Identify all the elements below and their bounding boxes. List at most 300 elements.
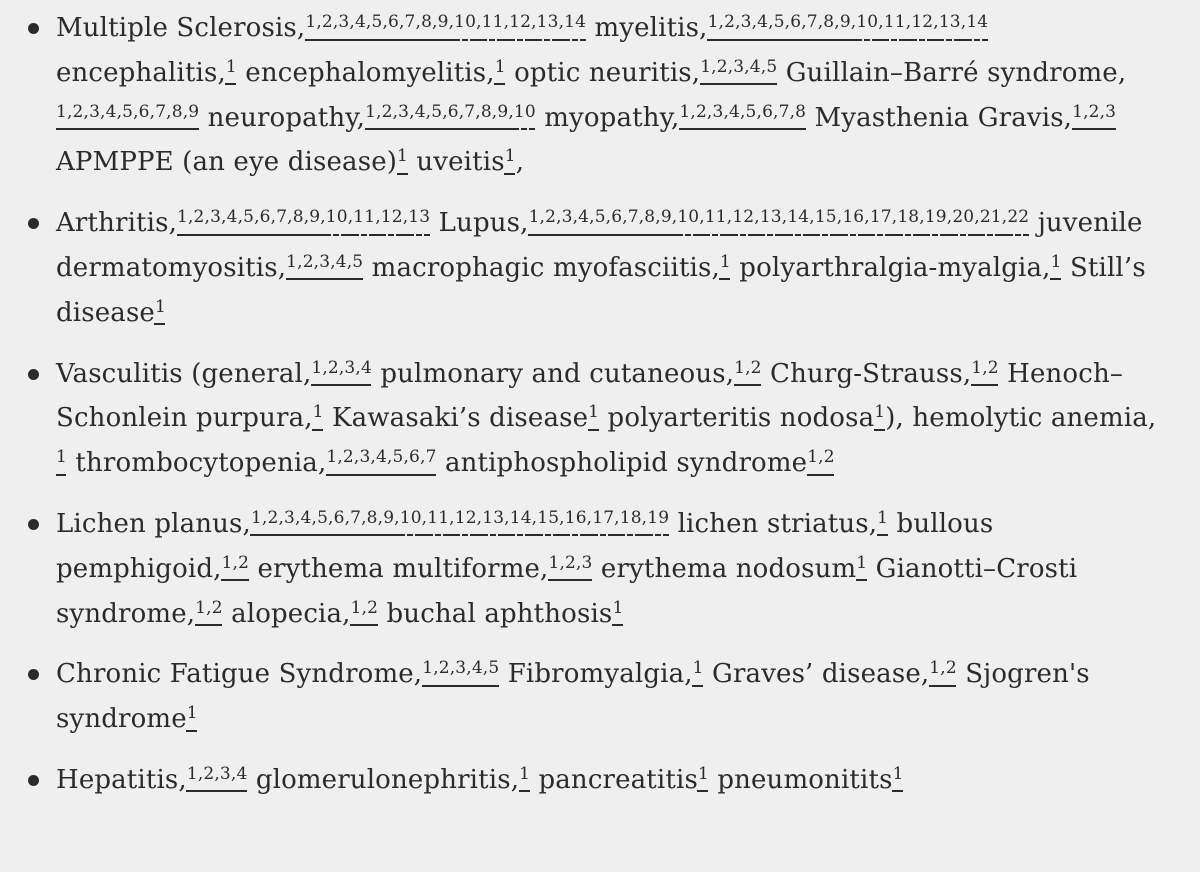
reference-group <box>877 507 889 528</box>
reference-link[interactable]: 3 <box>561 207 573 228</box>
reference-separator: , <box>100 101 106 122</box>
reference-link[interactable]: 12 <box>509 12 532 32</box>
reference-group <box>195 597 223 618</box>
reference-group <box>286 251 364 272</box>
reference-link[interactable]: 2 <box>945 658 957 679</box>
reference-link[interactable]: 3 <box>398 101 410 122</box>
reference-link[interactable]: 1 <box>700 56 712 77</box>
reference-separator: , <box>361 597 368 618</box>
reference-link[interactable]: 7 <box>350 507 362 528</box>
reference-separator: , <box>344 507 351 528</box>
reference-link[interactable]: 4 <box>729 101 740 122</box>
reference-separator: , <box>864 207 870 228</box>
reference-link[interactable]: 8 <box>644 207 656 228</box>
reference-group <box>548 552 593 573</box>
reference-link[interactable]: 8 <box>171 101 183 122</box>
reference-separator: , <box>432 12 438 32</box>
reference-link[interactable]: 12 <box>732 207 755 228</box>
reference-link[interactable]: 15 <box>814 207 837 228</box>
condition-text: Kawasaki’s disease <box>323 403 589 434</box>
reference-separator: , <box>316 12 322 32</box>
reference-link[interactable]: 2 <box>267 507 279 528</box>
reference-link[interactable]: 1 <box>504 146 516 167</box>
reference-link[interactable]: 3 <box>219 763 231 784</box>
reference-link[interactable]: 5 <box>122 101 134 122</box>
reference-group <box>505 148 516 165</box>
reference-separator: , <box>433 658 439 679</box>
reference-link[interactable]: 16 <box>842 207 865 228</box>
reference-link[interactable]: 3 <box>581 552 593 573</box>
condition-text: Chronic Fatigue Syndrome, <box>56 659 423 690</box>
reference-link[interactable]: 9 <box>839 12 851 32</box>
reference-separator: , <box>699 207 705 228</box>
condition-text: ), hemolytic anemia, <box>885 403 1157 434</box>
reference-link[interactable]: 12 <box>911 12 934 32</box>
reference-link[interactable]: 10 <box>856 12 879 32</box>
reference-group <box>365 101 536 122</box>
reference-link[interactable]: 6 <box>259 207 271 228</box>
condition-text: encephalomyelitis, <box>236 57 495 88</box>
reference-link[interactable]: 2 <box>193 207 205 228</box>
reference-link[interactable]: 5 <box>594 207 606 228</box>
reference-link[interactable]: 14 <box>787 207 810 228</box>
reference-link[interactable]: 12 <box>454 507 477 528</box>
reference-link[interactable]: 6 <box>388 12 399 32</box>
condition-text: Sjogren's syndrome <box>56 659 1090 735</box>
condition-text: uveitis <box>408 147 505 178</box>
reference-link[interactable]: 6 <box>138 101 150 122</box>
reference-link[interactable]: 1 <box>186 763 198 784</box>
reference-link[interactable]: 3 <box>338 12 350 32</box>
reference-link[interactable]: 5 <box>371 12 383 32</box>
reference-group <box>519 763 531 784</box>
reference-link[interactable]: 5 <box>352 251 364 272</box>
reference-link[interactable]: 19 <box>647 507 670 528</box>
reference-link[interactable]: 9 <box>188 101 200 122</box>
reference-link[interactable]: 6 <box>611 207 623 228</box>
reference-separator: , <box>382 12 388 32</box>
reference-link[interactable]: 2 <box>716 56 728 77</box>
condition-text: buchal aphthosis <box>378 598 613 629</box>
reference-link[interactable]: 1 <box>350 597 362 618</box>
reference-link[interactable]: 6 <box>409 447 420 468</box>
reference-link[interactable]: 2 <box>750 357 762 378</box>
condition-text: optic neuritis, <box>505 57 701 88</box>
reference-link[interactable]: 1 <box>177 207 188 228</box>
reference-separator: , <box>328 507 334 528</box>
reference-group <box>892 763 904 784</box>
reference-link[interactable]: 1 <box>892 763 904 784</box>
reference-link[interactable]: 1 <box>56 447 67 468</box>
reference-separator: , <box>960 12 967 32</box>
reference-link[interactable]: 10 <box>677 207 700 228</box>
condition-text: Gianotti–Crosti syndrome, <box>56 553 1078 629</box>
reference-link[interactable]: 4 <box>414 101 426 122</box>
reference-group <box>807 449 835 466</box>
reference-link[interactable]: 17 <box>869 207 892 228</box>
reference-link[interactable]: 2 <box>565 552 576 573</box>
reference-link[interactable]: 5 <box>766 56 778 77</box>
reference-link[interactable]: 14 <box>509 507 532 528</box>
reference-group <box>56 449 67 466</box>
reference-link[interactable]: 6 <box>333 507 345 528</box>
condition-text: encephalitis, <box>56 57 226 88</box>
reference-link[interactable]: 1 <box>397 146 408 167</box>
reference-link[interactable]: 1 <box>519 763 531 784</box>
reference-link[interactable]: 1 <box>692 658 704 679</box>
reference-separator: , <box>197 763 204 784</box>
reference-link[interactable]: 7 <box>627 207 639 228</box>
reference-separator: , <box>232 552 239 573</box>
reference-separator: , <box>297 251 303 272</box>
condition-text: Guillain–Barré syndrome, <box>777 57 1127 88</box>
reference-link[interactable]: 13 <box>536 12 559 32</box>
reference-link[interactable]: 13 <box>482 507 505 528</box>
reference-link[interactable]: 3 <box>455 658 467 679</box>
reference-separator: , <box>760 56 767 77</box>
reference-separator: , <box>706 101 713 122</box>
reference-link[interactable]: 1 <box>312 402 324 423</box>
reference-link[interactable]: 14 <box>564 12 587 32</box>
condition-text: Hepatitis, <box>56 764 187 795</box>
condition-text: polyarthralgia-myalgia, <box>730 252 1051 283</box>
reference-separator: , <box>449 658 456 679</box>
reference-link[interactable]: 2 <box>342 447 354 468</box>
reference-group <box>311 357 372 378</box>
reference-separator: , <box>558 12 565 32</box>
reference-separator: , <box>768 12 774 32</box>
reference-link[interactable]: 19 <box>924 207 947 228</box>
condition-text: Multiple Sclerosis, <box>56 13 306 43</box>
reference-link[interactable]: 3 <box>1105 101 1117 122</box>
reference-group <box>700 56 778 77</box>
reference-link[interactable]: 2 <box>987 357 999 378</box>
reference-separator: , <box>789 101 796 122</box>
reference-link[interactable]: 3 <box>344 357 356 378</box>
reference-link[interactable]: 7 <box>276 207 288 228</box>
reference-link[interactable]: 5 <box>745 101 757 122</box>
reference-link[interactable]: 1 <box>286 251 298 272</box>
reference-link[interactable]: 1 <box>365 101 377 122</box>
reference-link[interactable]: 21 <box>979 207 1002 228</box>
reference-link[interactable]: 3 <box>359 447 371 468</box>
reference-link[interactable]: 20 <box>952 207 975 228</box>
reference-link[interactable]: 5 <box>431 101 443 122</box>
reference-link[interactable]: 18 <box>897 207 920 228</box>
reference-link[interactable]: 2 <box>545 207 557 228</box>
reference-separator: , <box>559 507 565 528</box>
reference-link[interactable]: 1 <box>305 12 317 32</box>
list-item <box>56 758 1160 803</box>
reference-separator: , <box>638 207 645 228</box>
reference-separator: , <box>801 12 807 32</box>
reference-link[interactable]: 1 <box>221 552 233 573</box>
reference-separator: , <box>718 12 725 32</box>
reference-link[interactable]: 10 <box>399 507 422 528</box>
reference-link[interactable]: 8 <box>292 207 304 228</box>
reference-separator: , <box>237 207 244 228</box>
reference-link[interactable]: 4 <box>578 207 590 228</box>
reference-link[interactable]: 2 <box>321 12 333 32</box>
reference-separator: , <box>671 207 678 228</box>
reference-group <box>1050 251 1062 272</box>
reference-separator: , <box>116 101 123 122</box>
reference-link[interactable]: 4 <box>360 357 372 378</box>
reference-separator: , <box>287 207 293 228</box>
reference-link[interactable]: 9 <box>660 207 672 228</box>
reference-link[interactable]: 4 <box>105 101 117 122</box>
reference-link[interactable]: 1 <box>874 402 886 423</box>
reference-link[interactable]: 8 <box>823 12 835 32</box>
condition-text: alopecia, <box>222 598 351 629</box>
condition-text: thrombocytopenia, <box>66 448 327 479</box>
reference-link[interactable]: 1 <box>195 597 207 618</box>
reference-link[interactable]: 13 <box>759 207 782 228</box>
reference-separator: , <box>303 207 310 228</box>
reference-link[interactable]: 11 <box>353 207 376 228</box>
reference-link[interactable]: 5 <box>392 447 404 468</box>
condition-text: , <box>515 147 525 178</box>
reference-link[interactable]: 9 <box>309 207 321 228</box>
condition-text: Graves’ disease, <box>703 659 930 690</box>
reference-link[interactable]: 16 <box>564 507 587 528</box>
reference-separator: , <box>337 447 343 468</box>
reference-link[interactable]: 18 <box>619 507 642 528</box>
reference-link[interactable]: 7 <box>778 101 790 122</box>
reference-link[interactable]: 1 <box>679 101 691 122</box>
reference-link[interactable]: 9 <box>383 507 395 528</box>
reference-group <box>529 209 1030 226</box>
reference-link[interactable]: 2 <box>438 658 450 679</box>
reference-link[interactable]: 2 <box>724 12 736 32</box>
reference-link[interactable]: 14 <box>966 12 989 32</box>
reference-separator: , <box>420 447 426 468</box>
condition-text: antiphospholipid syndrome <box>436 448 808 479</box>
reference-link[interactable]: 3 <box>733 56 745 77</box>
reference-link[interactable]: 7 <box>155 101 167 122</box>
reference-link[interactable]: 3 <box>740 12 752 32</box>
reference-separator: , <box>204 207 211 228</box>
reference-separator: , <box>503 12 510 32</box>
reference-link[interactable]: 3 <box>319 251 331 272</box>
reference-link[interactable]: 1 <box>612 597 624 618</box>
reference-separator: , <box>751 12 758 32</box>
reference-link[interactable]: 3 <box>284 507 295 528</box>
reference-link[interactable]: 4 <box>749 56 761 77</box>
reference-link[interactable]: 4 <box>335 251 347 272</box>
reference-link[interactable]: 4 <box>226 207 238 228</box>
reference-link[interactable]: 6 <box>447 101 459 122</box>
reference-link[interactable]: 4 <box>471 658 483 679</box>
reference-link[interactable]: 11 <box>427 507 450 528</box>
condition-text: juvenile dermatomyositis, <box>56 208 1143 283</box>
reference-link[interactable]: 10 <box>513 101 536 122</box>
reference-link[interactable]: 2 <box>823 447 835 468</box>
reference-separator: , <box>508 101 514 122</box>
reference-link[interactable]: 1 <box>1072 101 1084 122</box>
reference-link[interactable]: 1 <box>971 357 983 378</box>
reference-separator: , <box>278 507 285 528</box>
condition-text: Myasthenia Gravis, <box>806 102 1073 133</box>
reference-group <box>221 552 250 573</box>
reference-separator: , <box>349 12 355 32</box>
reference-link[interactable]: 11 <box>883 12 906 32</box>
reference-link[interactable]: 9 <box>497 101 509 122</box>
reference-link[interactable]: 1 <box>56 101 67 122</box>
reference-link[interactable]: 4 <box>375 447 387 468</box>
reference-link[interactable]: 7 <box>806 12 818 32</box>
reference-link[interactable]: 9 <box>437 12 449 32</box>
reference-separator: , <box>491 101 498 122</box>
reference-group <box>154 296 166 317</box>
reference-group <box>56 101 200 122</box>
reference-separator: , <box>386 447 393 468</box>
reference-separator: , <box>394 507 400 528</box>
reference-separator: , <box>230 763 237 784</box>
reference-link[interactable]: 1 <box>856 552 868 573</box>
reference-separator: , <box>982 357 988 378</box>
reference-link[interactable]: 8 <box>421 12 433 32</box>
reference-link[interactable]: 1 <box>1050 251 1062 272</box>
reference-link[interactable]: 1 <box>186 703 198 724</box>
reference-separator: , <box>392 101 399 122</box>
condition-text: erythema multiforme, <box>249 553 549 584</box>
reference-link[interactable]: 2 <box>238 552 250 573</box>
reference-group <box>186 763 248 784</box>
reference-link[interactable]: 7 <box>425 447 437 468</box>
reference-link[interactable]: 6 <box>762 101 774 122</box>
reference-link[interactable]: 1 <box>422 658 434 679</box>
reference-link[interactable]: 1 <box>929 658 941 679</box>
reference-link[interactable]: 5 <box>243 207 255 228</box>
reference-separator: , <box>1099 101 1106 122</box>
reference-link[interactable]: 5 <box>773 12 785 32</box>
reference-group <box>693 660 704 677</box>
reference-link[interactable]: 2 <box>203 763 215 784</box>
reference-link[interactable]: 22 <box>1007 207 1030 228</box>
reference-group <box>350 597 379 618</box>
reference-separator: , <box>83 101 90 122</box>
reference-link[interactable]: 10 <box>454 12 477 32</box>
condition-text: macrophagic myofasciitis, <box>363 252 720 283</box>
reference-link[interactable]: 11 <box>481 12 504 32</box>
reference-link[interactable]: 3 <box>89 101 101 122</box>
reference-link[interactable]: 1 <box>697 763 709 784</box>
reference-link[interactable]: 10 <box>325 207 348 228</box>
reference-link[interactable]: 3 <box>712 101 724 122</box>
reference-separator: , <box>711 56 717 77</box>
reference-separator: , <box>254 207 260 228</box>
reference-link[interactable]: 2 <box>1088 101 1100 122</box>
reference-link[interactable]: 1 <box>326 447 338 468</box>
reference-separator: , <box>375 207 381 228</box>
reference-link[interactable]: 15 <box>537 507 560 528</box>
reference-link[interactable]: 1 <box>494 56 506 77</box>
reference-separator: , <box>727 56 734 77</box>
reference-link[interactable]: 2 <box>72 101 84 122</box>
reference-link[interactable]: 1 <box>225 56 237 77</box>
reference-link[interactable]: 1 <box>528 207 540 228</box>
reference-separator: , <box>531 507 538 528</box>
reference-link[interactable]: 13 <box>408 207 431 228</box>
reference-separator: , <box>836 207 843 228</box>
reference-separator: , <box>773 101 779 122</box>
reference-link[interactable]: 17 <box>592 507 615 528</box>
reference-link[interactable]: 2 <box>695 101 707 122</box>
reference-link[interactable]: 4 <box>300 507 312 528</box>
reference-link[interactable]: 1 <box>588 402 600 423</box>
reference-separator: , <box>365 12 372 32</box>
condition-text: bullous pemphigoid, <box>56 508 994 584</box>
reference-link[interactable]: 1 <box>250 507 262 528</box>
reference-group <box>1072 101 1117 122</box>
reference-link[interactable]: 12 <box>380 207 403 228</box>
list-item <box>56 502 1160 636</box>
reference-separator: , <box>739 101 746 122</box>
reference-link[interactable]: 1 <box>734 357 746 378</box>
reference-link[interactable]: 5 <box>317 507 329 528</box>
reference-separator: , <box>586 507 593 528</box>
reference-link[interactable]: 7 <box>464 101 476 122</box>
reference-separator: , <box>641 507 648 528</box>
reference-separator: , <box>933 12 939 32</box>
reference-separator: , <box>878 12 884 32</box>
condition-text: lichen striatus, <box>669 508 878 539</box>
reference-link[interactable]: 2 <box>367 597 379 618</box>
reference-link[interactable]: 11 <box>704 207 727 228</box>
reference-link[interactable]: 2 <box>327 357 339 378</box>
reference-group <box>612 597 624 618</box>
reference-link[interactable]: 1 <box>548 552 560 573</box>
condition-text: myopathy, <box>535 102 680 133</box>
reference-link[interactable]: 4 <box>354 12 366 32</box>
reference-link[interactable]: 2 <box>381 101 393 122</box>
reference-link[interactable]: 4 <box>236 763 248 784</box>
reference-group <box>929 660 957 677</box>
reference-link[interactable]: 2 <box>211 597 223 618</box>
reference-link[interactable]: 1 <box>877 507 889 528</box>
reference-separator: , <box>946 207 953 228</box>
reference-link[interactable]: 1 <box>719 251 731 272</box>
reference-link[interactable]: 5 <box>488 658 500 679</box>
reference-separator: , <box>361 507 367 528</box>
reference-link[interactable]: 1 <box>154 296 166 317</box>
reference-link[interactable]: 1 <box>707 12 719 32</box>
reference-link[interactable]: 2 <box>302 251 314 272</box>
reference-separator: , <box>66 101 73 122</box>
condition-text: Henoch–Schonlein purpura, <box>56 358 1123 434</box>
reference-separator: , <box>458 101 465 122</box>
reference-link[interactable]: 8 <box>366 507 378 528</box>
reference-link[interactable]: 13 <box>938 12 961 32</box>
reference-link[interactable]: 1 <box>311 357 323 378</box>
reference-link[interactable]: 3 <box>210 207 222 228</box>
condition-text: Lichen planus, <box>56 508 251 539</box>
reference-separator: , <box>270 207 277 228</box>
reference-link[interactable]: 7 <box>404 12 416 32</box>
reference-link[interactable]: 1 <box>807 447 819 468</box>
reference-link[interactable]: 8 <box>795 101 807 122</box>
reference-link[interactable]: 6 <box>790 12 802 32</box>
reference-group <box>971 357 999 378</box>
reference-separator: , <box>756 101 763 122</box>
reference-separator: , <box>575 552 582 573</box>
reference-separator: , <box>809 207 815 228</box>
list-item <box>56 201 1160 335</box>
reference-separator: , <box>781 207 788 228</box>
reference-link[interactable]: 8 <box>480 101 492 122</box>
reference-link[interactable]: 4 <box>757 12 769 32</box>
